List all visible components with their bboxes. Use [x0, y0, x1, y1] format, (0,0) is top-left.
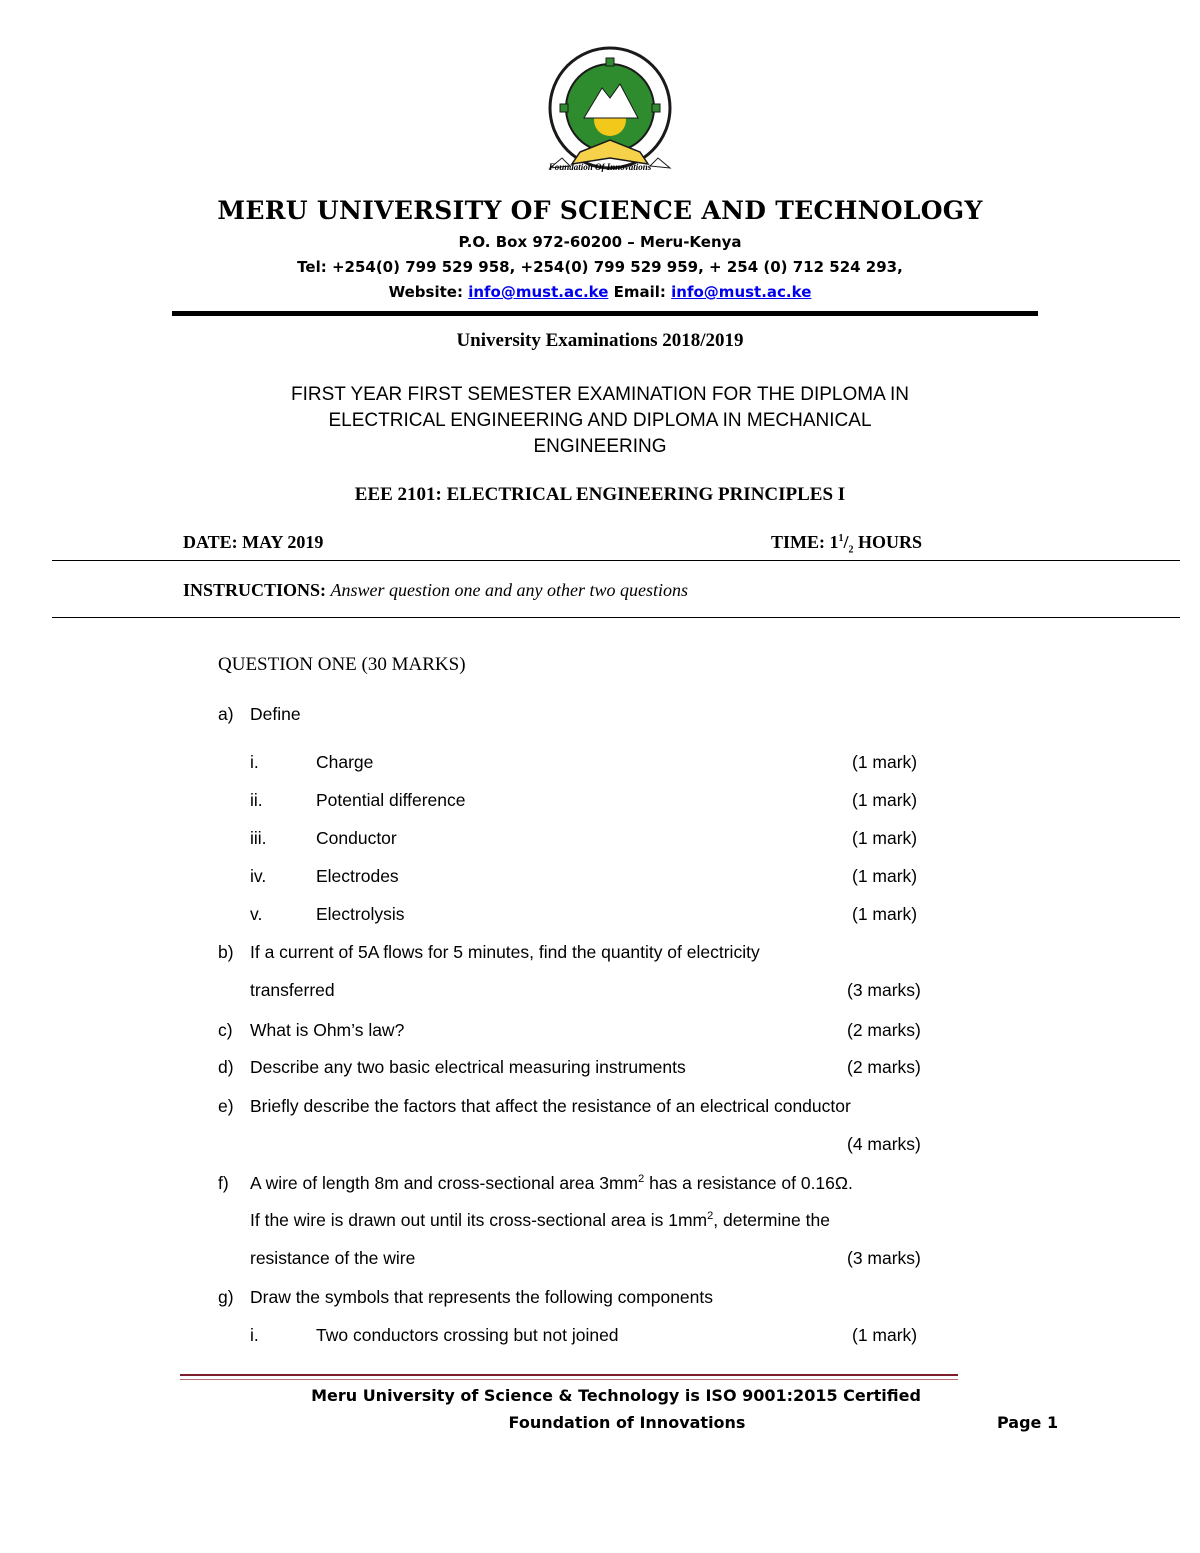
item-marks: (1 mark)	[852, 828, 918, 848]
programme-line: ENGINEERING	[533, 436, 667, 457]
part-c-marks: (2 marks)	[847, 1020, 921, 1040]
time-sub: 2	[848, 544, 854, 556]
part-g-text: Draw the symbols that represents the following components	[250, 1287, 714, 1307]
item-marks: (1 mark)	[852, 790, 918, 810]
part-d-marks: (2 marks)	[847, 1057, 921, 1077]
part-e-label: e)	[218, 1096, 234, 1116]
header-divider	[172, 311, 1038, 316]
part-c-text: What is Ohm’s law?	[250, 1020, 405, 1040]
website-link[interactable]: info@must.ac.ke	[468, 283, 609, 301]
instructions-text: Answer question one and any other two questions	[330, 580, 689, 600]
exam-date: DATE: MAY 2019	[183, 532, 324, 552]
footer-motto: Foundation of Innovations	[508, 1413, 746, 1432]
item-num: i.	[250, 1325, 259, 1345]
part-e-marks: (4 marks)	[847, 1134, 921, 1154]
time-suffix: HOURS	[853, 532, 923, 552]
part-e-text: Briefly describe the factors that affect the resistance of an electrical conductor	[250, 1096, 851, 1116]
web-email-line	[0, 283, 1200, 301]
item-num: iii.	[250, 828, 267, 848]
f-line1-sup: 2	[638, 1173, 645, 1186]
f-line1-b: has a resistance of 0.16Ω.	[644, 1173, 853, 1193]
part-a-label: a)	[218, 704, 234, 724]
part-d-text: Describe any two basic electrical measuring instruments	[250, 1057, 686, 1077]
f-line1-a: A wire of length 8m and cross-sectional area 3mm	[250, 1173, 639, 1193]
footer-certification: Meru University of Science & Technology is ISO 9001:2015 Certified	[311, 1386, 921, 1405]
email-link[interactable]: info@must.ac.ke	[671, 283, 812, 301]
exam-time: TIME: $1^1/_2$ HOURS	[771, 532, 923, 556]
part-b-line1: If a current of 5A flows for 5 minutes, find the quantity of electricity	[250, 942, 760, 962]
programme-line: FIRST YEAR FIRST SEMESTER EXAMINATION FOR THE DIPLOMA IN	[291, 384, 909, 405]
telephone: Tel: +254(0) 799 529 958, +254(0) 799 529 959, + 254 (0) 712 524 293,	[297, 258, 903, 276]
part-f-line1	[250, 1173, 853, 1194]
logo-ribbon-text: Foundation Of Innovations	[548, 162, 652, 172]
university-name: MERU UNIVERSITY OF SCIENCE AND TECHNOLOGY	[217, 196, 983, 225]
part-g-label: g)	[218, 1287, 234, 1307]
address: P.O. Box 972-60200 – Meru-Kenya	[458, 233, 742, 251]
item-marks: (1 mark)	[852, 866, 918, 886]
programme-title	[0, 382, 1200, 460]
part-f-line3: resistance of the wire	[250, 1248, 416, 1268]
f-line2-sup: 2	[707, 1210, 714, 1223]
part-f-marks: (3 marks)	[847, 1248, 921, 1268]
instructions-label: INSTRUCTIONS:	[183, 580, 327, 600]
exam-year: University Examinations 2018/2019	[456, 330, 744, 351]
part-c-label: c)	[218, 1020, 233, 1040]
website-label: Website:	[388, 283, 463, 301]
part-b-marks: (3 marks)	[847, 980, 921, 1000]
time-sup: 1	[838, 533, 844, 544]
instructions	[183, 580, 688, 601]
time-prefix: TIME: 1	[771, 532, 839, 552]
item-marks: (1 mark)	[852, 904, 918, 924]
divider	[52, 560, 1180, 561]
item-marks: (1 mark)	[852, 752, 918, 772]
programme-line: ELECTRICAL ENGINEERING AND DIPLOMA IN MECHANICAL	[328, 410, 872, 431]
item-text: Electrolysis	[316, 904, 405, 924]
unit-title: EEE 2101: ELECTRICAL ENGINEERING PRINCIPLES I	[354, 484, 846, 505]
part-a-text: Define	[250, 704, 301, 724]
part-d-label: d)	[218, 1057, 234, 1077]
item-marks: (1 mark)	[852, 1325, 918, 1345]
email-label: Email:	[613, 283, 666, 301]
item-num: v.	[250, 904, 263, 924]
footer-divider-thin	[180, 1379, 958, 1380]
item-num: ii.	[250, 790, 263, 810]
question-title: QUESTION ONE (30 MARKS)	[218, 654, 466, 675]
item-text: Two conductors crossing but not joined	[316, 1325, 619, 1345]
part-b-line2: transferred	[250, 980, 335, 1000]
divider	[52, 617, 1180, 618]
part-f-label: f)	[218, 1173, 229, 1193]
part-f-line2	[250, 1210, 830, 1231]
item-text: Charge	[316, 752, 374, 772]
item-text: Electrodes	[316, 866, 399, 886]
part-b-label: b)	[218, 942, 234, 962]
page-number: Page 1	[997, 1413, 1059, 1432]
f-line2-a: If the wire is drawn out until its cross-sectional area is 1mm	[250, 1210, 708, 1230]
f-line2-b: , determine the	[713, 1210, 830, 1230]
footer-divider	[180, 1374, 958, 1376]
item-text: Conductor	[316, 828, 397, 848]
item-num: i.	[250, 752, 259, 772]
item-text: Potential difference	[316, 790, 466, 810]
item-num: iv.	[250, 866, 267, 886]
